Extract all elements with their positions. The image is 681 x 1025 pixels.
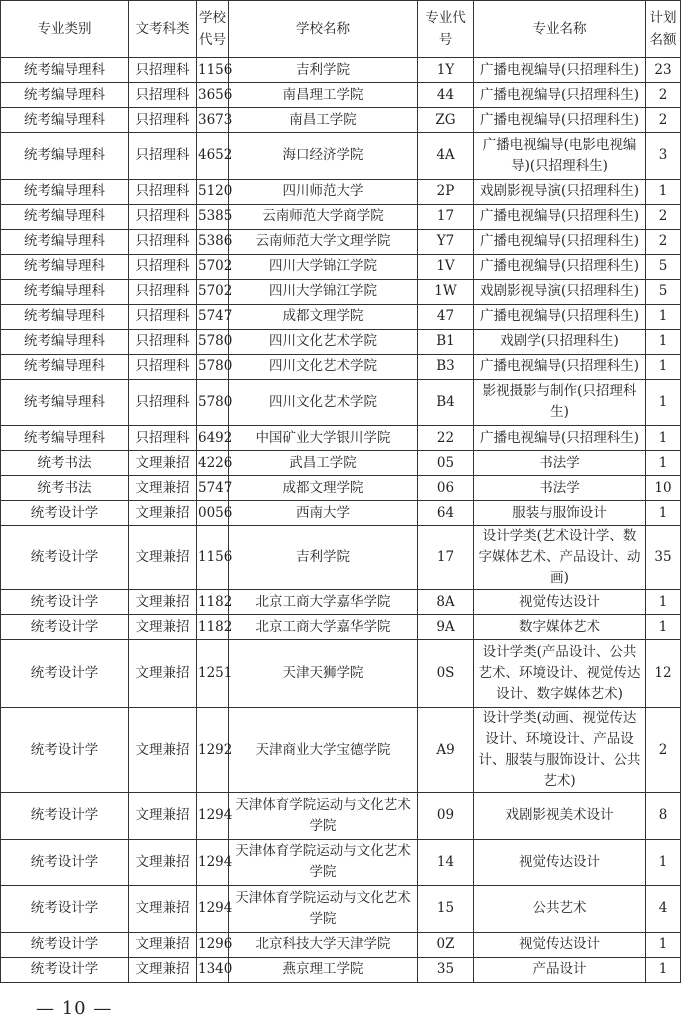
cell-major-code: B1 bbox=[418, 329, 474, 354]
table-row bbox=[1, 451, 681, 476]
table-row bbox=[1, 179, 681, 204]
cell-major-name: 服装与服饰设计 bbox=[474, 501, 646, 526]
cell-school-name: 吉利学院 bbox=[229, 526, 418, 590]
cell-school-name: 成都文理学院 bbox=[229, 476, 418, 501]
cell-major-category: 统考编导理科 bbox=[1, 204, 129, 229]
cell-exam-subject: 只招理科 bbox=[129, 304, 197, 329]
cell-school-code: 1340 bbox=[197, 957, 229, 982]
table-row bbox=[1, 501, 681, 526]
cell-major-name: 广播电视编导(只招理科生) bbox=[474, 83, 646, 108]
cell-major-name: 影视摄影与制作(只招理科生) bbox=[474, 379, 646, 426]
cell-major-code: 1V bbox=[418, 254, 474, 279]
cell-school-name: 四川师范大学 bbox=[229, 179, 418, 204]
cell-major-name: 设计学类(产品设计、公共艺术、环境设计、视觉传达设计、数字媒体艺术) bbox=[474, 640, 646, 708]
cell-plan-quota: 2 bbox=[646, 83, 681, 108]
cell-school-code: 1182 bbox=[197, 615, 229, 640]
table-row bbox=[1, 476, 681, 501]
cell-exam-subject: 只招理科 bbox=[129, 83, 197, 108]
cell-major-code: 9A bbox=[418, 615, 474, 640]
cell-major-category: 统考设计学 bbox=[1, 839, 129, 886]
cell-school-name: 武昌工学院 bbox=[229, 451, 418, 476]
cell-school-code: 3673 bbox=[197, 108, 229, 133]
table-row bbox=[1, 793, 681, 840]
cell-major-category: 统考编导理科 bbox=[1, 83, 129, 108]
table-row bbox=[1, 254, 681, 279]
table-row bbox=[1, 108, 681, 133]
cell-major-name: 设计学类(动画、视觉传达设计、环境设计、产品设计、服装与服饰设计、公共艺术) bbox=[474, 708, 646, 793]
cell-school-name: 吉利学院 bbox=[229, 58, 418, 83]
cell-exam-subject: 文理兼招 bbox=[129, 501, 197, 526]
cell-major-category: 统考设计学 bbox=[1, 526, 129, 590]
cell-exam-subject: 只招理科 bbox=[129, 58, 197, 83]
cell-plan-quota: 4 bbox=[646, 886, 681, 933]
cell-plan-quota: 23 bbox=[646, 58, 681, 83]
cell-exam-subject: 文理兼招 bbox=[129, 839, 197, 886]
cell-school-name: 北京科技大学天津学院 bbox=[229, 932, 418, 957]
cell-plan-quota: 3 bbox=[646, 133, 681, 180]
cell-major-category: 统考编导理科 bbox=[1, 229, 129, 254]
cell-major-name: 广播电视编导(只招理科生) bbox=[474, 204, 646, 229]
cell-exam-subject: 文理兼招 bbox=[129, 526, 197, 590]
cell-plan-quota: 2 bbox=[646, 204, 681, 229]
cell-major-name: 广播电视编导(只招理科生) bbox=[474, 229, 646, 254]
cell-school-name: 西南大学 bbox=[229, 501, 418, 526]
cell-major-category: 统考编导理科 bbox=[1, 426, 129, 451]
table-row bbox=[1, 839, 681, 886]
cell-school-name: 天津体育学院运动与文化艺术学院 bbox=[229, 793, 418, 840]
table-row bbox=[1, 83, 681, 108]
cell-exam-subject: 只招理科 bbox=[129, 133, 197, 180]
cell-exam-subject: 只招理科 bbox=[129, 329, 197, 354]
cell-school-code: 5386 bbox=[197, 229, 229, 254]
cell-major-category: 统考编导理科 bbox=[1, 379, 129, 426]
header-school-code: 学校代号 bbox=[197, 1, 229, 58]
cell-school-name: 北京工商大学嘉华学院 bbox=[229, 590, 418, 615]
table-row bbox=[1, 957, 681, 982]
cell-school-name: 云南师范大学商学院 bbox=[229, 204, 418, 229]
cell-major-name: 公共艺术 bbox=[474, 886, 646, 933]
cell-school-code: 1294 bbox=[197, 839, 229, 886]
cell-school-code: 5780 bbox=[197, 354, 229, 379]
cell-major-name: 广播电视编导(只招理科生) bbox=[474, 304, 646, 329]
table-body bbox=[1, 58, 681, 983]
cell-major-name: 广播电视编导(只招理科生) bbox=[474, 108, 646, 133]
table-row bbox=[1, 379, 681, 426]
cell-major-name: 书法学 bbox=[474, 476, 646, 501]
cell-major-code: 2P bbox=[418, 179, 474, 204]
table-row bbox=[1, 932, 681, 957]
cell-major-name: 广播电视编导(只招理科生) bbox=[474, 354, 646, 379]
cell-exam-subject: 只招理科 bbox=[129, 379, 197, 426]
cell-plan-quota: 2 bbox=[646, 229, 681, 254]
cell-plan-quota: 1 bbox=[646, 451, 681, 476]
cell-plan-quota: 1 bbox=[646, 501, 681, 526]
table-row bbox=[1, 526, 681, 590]
cell-school-name: 中国矿业大学银川学院 bbox=[229, 426, 418, 451]
cell-major-name: 数字媒体艺术 bbox=[474, 615, 646, 640]
table-row bbox=[1, 58, 681, 83]
cell-school-code: 5747 bbox=[197, 476, 229, 501]
cell-major-category: 统考书法 bbox=[1, 476, 129, 501]
cell-school-code: 1294 bbox=[197, 886, 229, 933]
cell-major-name: 戏剧影视导演(只招理科生) bbox=[474, 179, 646, 204]
cell-exam-subject: 只招理科 bbox=[129, 426, 197, 451]
cell-major-name: 戏剧学(只招理科生) bbox=[474, 329, 646, 354]
cell-school-code: 1292 bbox=[197, 708, 229, 793]
header-major-code: 专业代号 bbox=[418, 1, 474, 58]
cell-school-name: 四川文化艺术学院 bbox=[229, 379, 418, 426]
cell-major-category: 统考编导理科 bbox=[1, 254, 129, 279]
cell-plan-quota: 1 bbox=[646, 932, 681, 957]
cell-exam-subject: 文理兼招 bbox=[129, 615, 197, 640]
cell-major-category: 统考编导理科 bbox=[1, 108, 129, 133]
header-plan-quota: 计划名额 bbox=[646, 1, 681, 58]
cell-exam-subject: 文理兼招 bbox=[129, 932, 197, 957]
cell-major-code: A9 bbox=[418, 708, 474, 793]
cell-school-name: 四川大学锦江学院 bbox=[229, 279, 418, 304]
cell-school-name: 四川文化艺术学院 bbox=[229, 329, 418, 354]
cell-exam-subject: 文理兼招 bbox=[129, 957, 197, 982]
cell-plan-quota: 1 bbox=[646, 426, 681, 451]
cell-major-category: 统考书法 bbox=[1, 451, 129, 476]
cell-exam-subject: 只招理科 bbox=[129, 108, 197, 133]
cell-major-code: 0S bbox=[418, 640, 474, 708]
cell-major-code: ZG bbox=[418, 108, 474, 133]
cell-school-name: 天津体育学院运动与文化艺术学院 bbox=[229, 839, 418, 886]
cell-plan-quota: 1 bbox=[646, 839, 681, 886]
cell-major-name: 产品设计 bbox=[474, 957, 646, 982]
cell-plan-quota: 1 bbox=[646, 354, 681, 379]
cell-exam-subject: 文理兼招 bbox=[129, 476, 197, 501]
cell-major-name: 戏剧影视导演(只招理科生) bbox=[474, 279, 646, 304]
cell-plan-quota: 1 bbox=[646, 590, 681, 615]
cell-school-name: 南昌理工学院 bbox=[229, 83, 418, 108]
cell-exam-subject: 文理兼招 bbox=[129, 886, 197, 933]
cell-school-code: 1156 bbox=[197, 58, 229, 83]
cell-major-code: 0Z bbox=[418, 932, 474, 957]
cell-exam-subject: 只招理科 bbox=[129, 204, 197, 229]
cell-school-code: 5385 bbox=[197, 204, 229, 229]
cell-school-code: 5747 bbox=[197, 304, 229, 329]
cell-school-name: 海口经济学院 bbox=[229, 133, 418, 180]
table-row bbox=[1, 426, 681, 451]
cell-exam-subject: 文理兼招 bbox=[129, 640, 197, 708]
cell-plan-quota: 1 bbox=[646, 379, 681, 426]
table-row bbox=[1, 279, 681, 304]
cell-major-category: 统考设计学 bbox=[1, 957, 129, 982]
cell-plan-quota: 1 bbox=[646, 179, 681, 204]
cell-plan-quota: 2 bbox=[646, 708, 681, 793]
cell-plan-quota: 2 bbox=[646, 108, 681, 133]
cell-plan-quota: 1 bbox=[646, 957, 681, 982]
table-row bbox=[1, 708, 681, 793]
cell-school-name: 成都文理学院 bbox=[229, 304, 418, 329]
table-row bbox=[1, 204, 681, 229]
cell-school-code: 5702 bbox=[197, 254, 229, 279]
cell-plan-quota: 5 bbox=[646, 254, 681, 279]
cell-major-category: 统考编导理科 bbox=[1, 133, 129, 180]
header-school-name: 学校名称 bbox=[229, 1, 418, 58]
cell-major-code: 17 bbox=[418, 526, 474, 590]
cell-major-name: 广播电视编导(只招理科生) bbox=[474, 426, 646, 451]
cell-major-category: 统考设计学 bbox=[1, 501, 129, 526]
cell-exam-subject: 文理兼招 bbox=[129, 708, 197, 793]
cell-exam-subject: 文理兼招 bbox=[129, 451, 197, 476]
cell-plan-quota: 1 bbox=[646, 304, 681, 329]
table-row bbox=[1, 229, 681, 254]
cell-major-category: 统考编导理科 bbox=[1, 179, 129, 204]
cell-major-category: 统考编导理科 bbox=[1, 354, 129, 379]
cell-school-code: 5120 bbox=[197, 179, 229, 204]
cell-school-name: 燕京理工学院 bbox=[229, 957, 418, 982]
cell-school-name: 四川大学锦江学院 bbox=[229, 254, 418, 279]
cell-major-name: 广播电视编导(电影电视编导)(只招理科生) bbox=[474, 133, 646, 180]
cell-plan-quota: 1 bbox=[646, 615, 681, 640]
cell-school-code: 1294 bbox=[197, 793, 229, 840]
cell-major-name: 书法学 bbox=[474, 451, 646, 476]
cell-exam-subject: 只招理科 bbox=[129, 229, 197, 254]
cell-major-code: 17 bbox=[418, 204, 474, 229]
cell-plan-quota: 10 bbox=[646, 476, 681, 501]
cell-plan-quota: 1 bbox=[646, 329, 681, 354]
cell-major-code: 35 bbox=[418, 957, 474, 982]
cell-school-name: 天津天狮学院 bbox=[229, 640, 418, 708]
table-row bbox=[1, 640, 681, 708]
cell-major-code: B3 bbox=[418, 354, 474, 379]
cell-major-category: 统考设计学 bbox=[1, 793, 129, 840]
cell-major-code: 64 bbox=[418, 501, 474, 526]
cell-plan-quota: 5 bbox=[646, 279, 681, 304]
cell-exam-subject: 只招理科 bbox=[129, 279, 197, 304]
cell-plan-quota: 35 bbox=[646, 526, 681, 590]
cell-exam-subject: 只招理科 bbox=[129, 354, 197, 379]
cell-major-name: 视觉传达设计 bbox=[474, 839, 646, 886]
cell-major-category: 统考编导理科 bbox=[1, 279, 129, 304]
table-row bbox=[1, 886, 681, 933]
cell-major-name: 广播电视编导(只招理科生) bbox=[474, 254, 646, 279]
cell-major-name: 视觉传达设计 bbox=[474, 590, 646, 615]
cell-school-code: 5702 bbox=[197, 279, 229, 304]
cell-major-code: 05 bbox=[418, 451, 474, 476]
cell-school-code: 1251 bbox=[197, 640, 229, 708]
cell-major-category: 统考设计学 bbox=[1, 932, 129, 957]
cell-major-code: 14 bbox=[418, 839, 474, 886]
cell-school-code: 5780 bbox=[197, 379, 229, 426]
cell-exam-subject: 只招理科 bbox=[129, 254, 197, 279]
cell-school-name: 四川文化艺术学院 bbox=[229, 354, 418, 379]
cell-major-code: 15 bbox=[418, 886, 474, 933]
cell-major-name: 广播电视编导(只招理科生) bbox=[474, 58, 646, 83]
cell-major-code: 22 bbox=[418, 426, 474, 451]
cell-major-code: 8A bbox=[418, 590, 474, 615]
table-row bbox=[1, 329, 681, 354]
cell-major-code: 44 bbox=[418, 83, 474, 108]
cell-school-code: 3656 bbox=[197, 83, 229, 108]
table-row bbox=[1, 615, 681, 640]
cell-plan-quota: 12 bbox=[646, 640, 681, 708]
cell-school-code: 5780 bbox=[197, 329, 229, 354]
cell-major-category: 统考设计学 bbox=[1, 615, 129, 640]
header-major-category: 专业类别 bbox=[1, 1, 129, 58]
cell-major-code: 4A bbox=[418, 133, 474, 180]
cell-school-name: 天津体育学院运动与文化艺术学院 bbox=[229, 886, 418, 933]
cell-school-code: 0056 bbox=[197, 501, 229, 526]
table-row bbox=[1, 590, 681, 615]
cell-exam-subject: 只招理科 bbox=[129, 179, 197, 204]
cell-school-code: 4226 bbox=[197, 451, 229, 476]
cell-major-name: 戏剧影视美术设计 bbox=[474, 793, 646, 840]
cell-major-category: 统考设计学 bbox=[1, 886, 129, 933]
cell-major-code: B4 bbox=[418, 379, 474, 426]
cell-plan-quota: 8 bbox=[646, 793, 681, 840]
cell-major-category: 统考编导理科 bbox=[1, 329, 129, 354]
cell-school-name: 南昌工学院 bbox=[229, 108, 418, 133]
cell-school-code: 1156 bbox=[197, 526, 229, 590]
cell-major-code: 47 bbox=[418, 304, 474, 329]
cell-major-category: 统考设计学 bbox=[1, 640, 129, 708]
cell-major-name: 设计学类(艺术设计学、数字媒体艺术、产品设计、动画) bbox=[474, 526, 646, 590]
table-row bbox=[1, 354, 681, 379]
cell-major-category: 统考设计学 bbox=[1, 708, 129, 793]
cell-major-code: 1W bbox=[418, 279, 474, 304]
cell-major-name: 视觉传达设计 bbox=[474, 932, 646, 957]
cell-major-code: 09 bbox=[418, 793, 474, 840]
table-row bbox=[1, 133, 681, 180]
table-row bbox=[1, 304, 681, 329]
cell-exam-subject: 文理兼招 bbox=[129, 590, 197, 615]
header-major-name: 专业名称 bbox=[474, 1, 646, 58]
cell-school-code: 4652 bbox=[197, 133, 229, 180]
cell-major-category: 统考编导理科 bbox=[1, 304, 129, 329]
cell-school-code: 1296 bbox=[197, 932, 229, 957]
cell-major-category: 统考设计学 bbox=[1, 590, 129, 615]
table-header-row bbox=[1, 1, 681, 58]
page-number: — 10 — bbox=[36, 998, 113, 1019]
cell-school-code: 1182 bbox=[197, 590, 229, 615]
cell-major-code: Y7 bbox=[418, 229, 474, 254]
header-exam-subject: 文考科类 bbox=[129, 1, 197, 58]
cell-school-name: 云南师范大学文理学院 bbox=[229, 229, 418, 254]
cell-major-code: 1Y bbox=[418, 58, 474, 83]
cell-exam-subject: 文理兼招 bbox=[129, 793, 197, 840]
cell-major-category: 统考编导理科 bbox=[1, 58, 129, 83]
cell-school-name: 北京工商大学嘉华学院 bbox=[229, 615, 418, 640]
cell-school-name: 天津商业大学宝德学院 bbox=[229, 708, 418, 793]
cell-school-code: 6492 bbox=[197, 426, 229, 451]
cell-major-code: 06 bbox=[418, 476, 474, 501]
